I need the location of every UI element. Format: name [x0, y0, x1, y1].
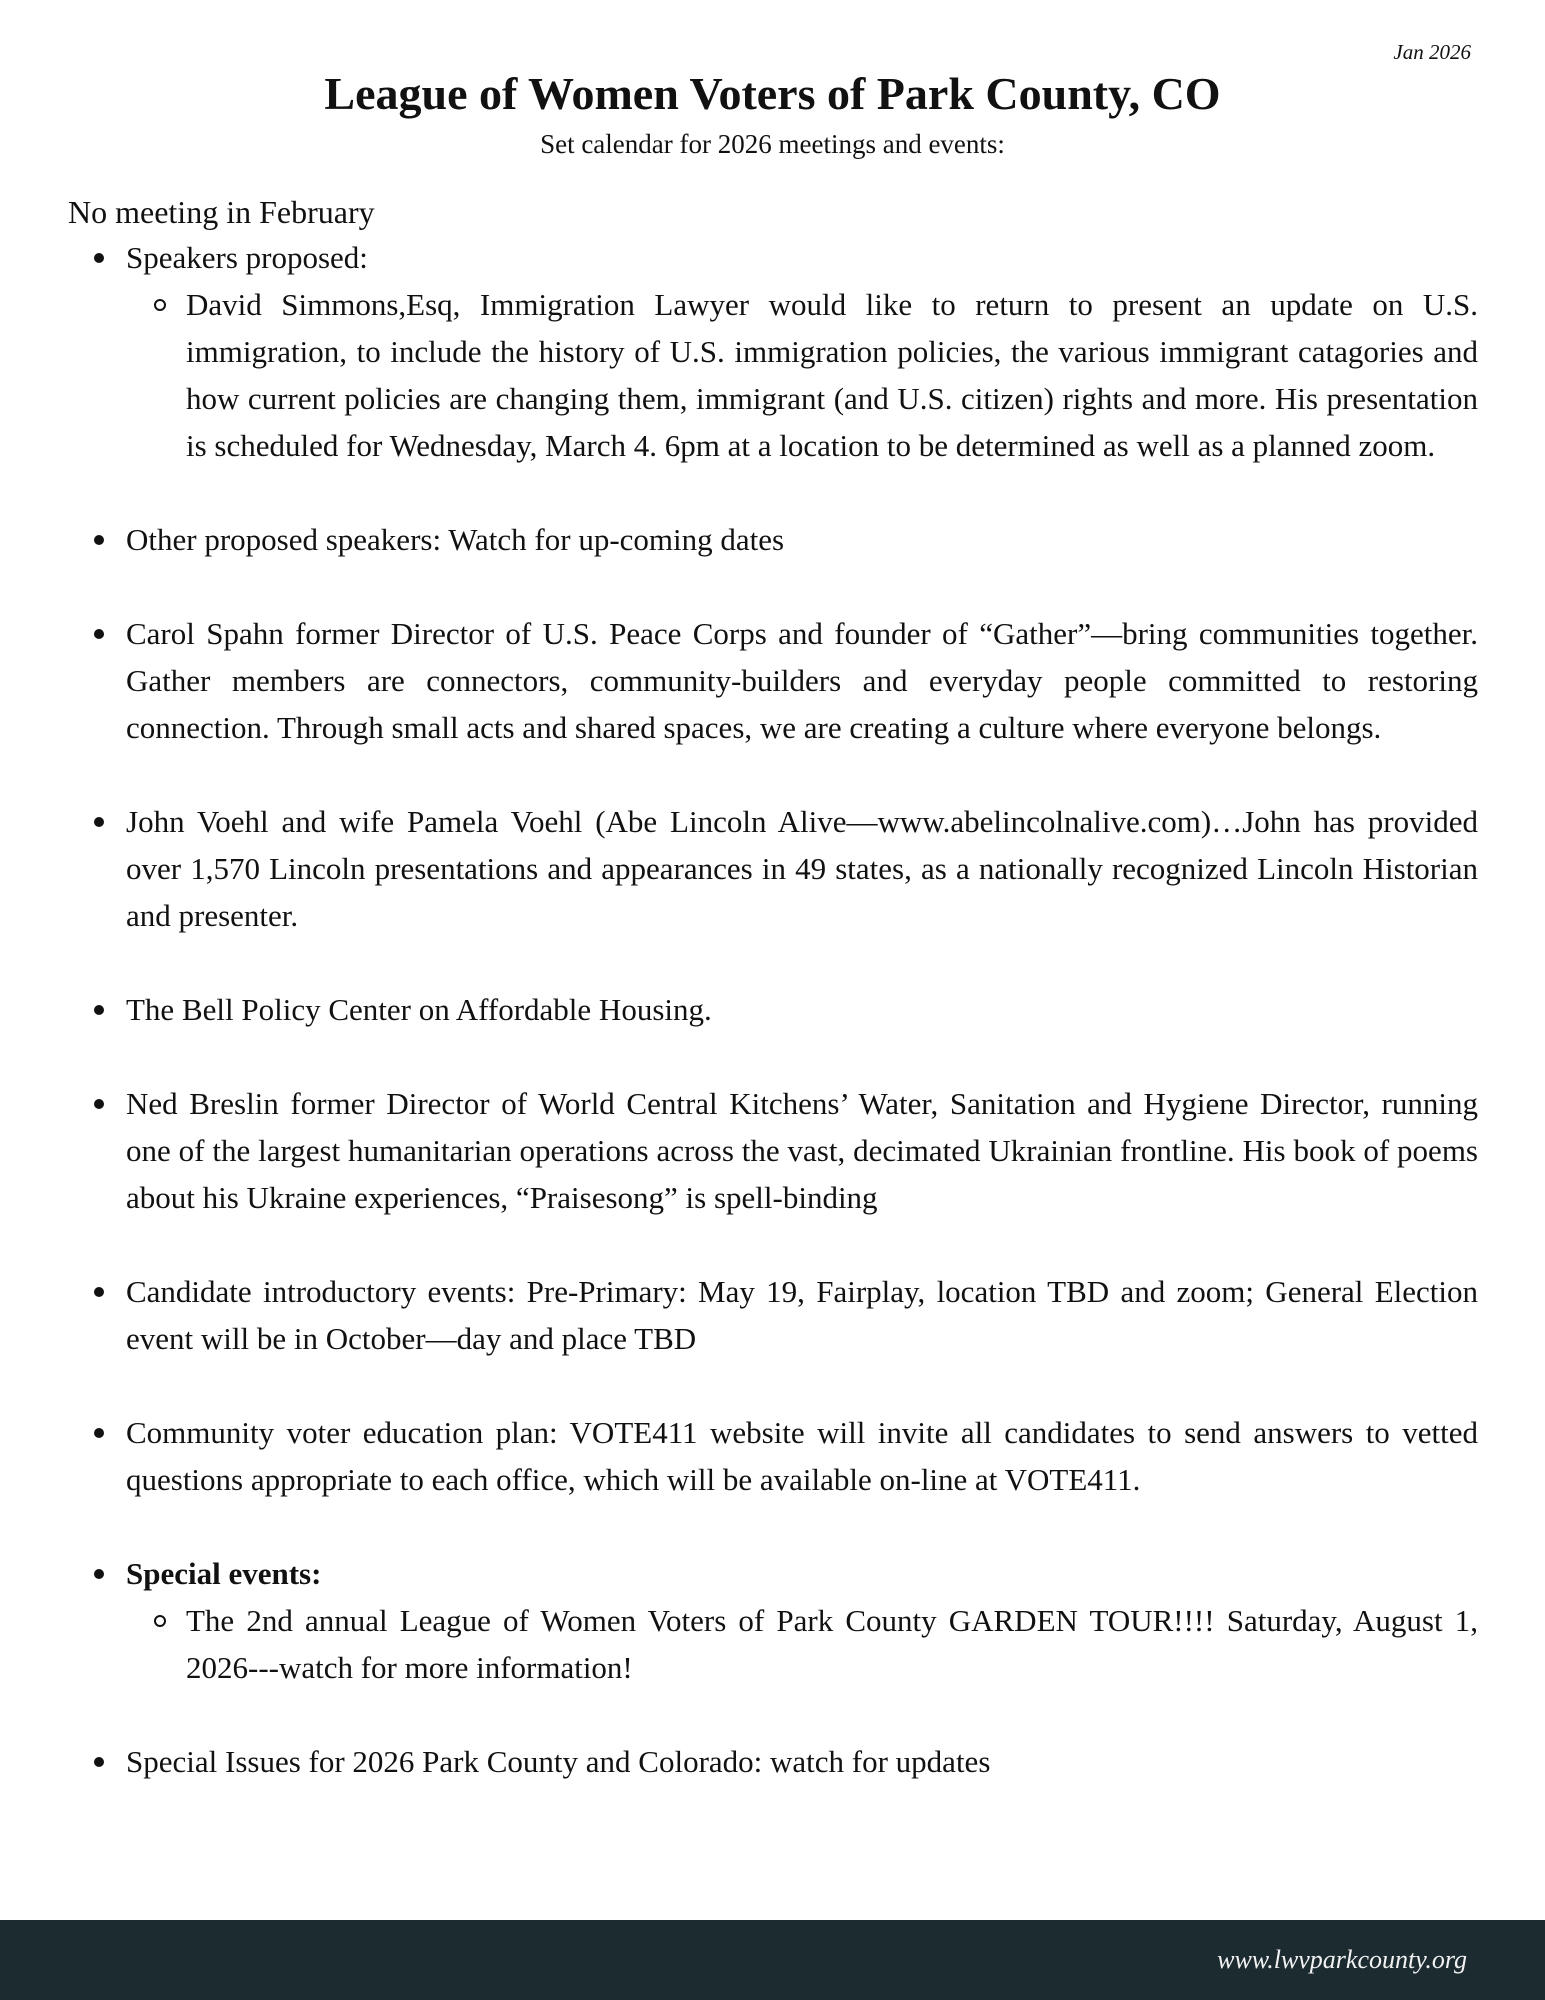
page-subtitle: Set calendar for 2026 meetings and events:	[540, 129, 1005, 159]
footer-bar	[0, 1920, 1545, 2000]
footer-website-link[interactable]: www.lwvparkcounty.org	[1217, 1945, 1467, 1974]
list-item-other-speakers: Other proposed speakers: Watch for up-coming dates	[126, 516, 1478, 563]
page-title: League of Women Voters of Park County, CO	[324, 68, 1221, 119]
list-item-special-events	[126, 1550, 1478, 1738]
list-item-john-voehl: John Voehl and wife Pamela Voehl (Abe Lincoln Alive—www.abelincolnalive.com)…John has provided over 1,570 Lincoln presentations and appearances in 49 states, as a nationally recognized Lincoln Historian and presenter.	[126, 798, 1478, 939]
sub-list	[126, 281, 1478, 469]
event-list	[0, 234, 1545, 1785]
list-item-ned-breslin: Ned Breslin former Director of World Central Kitchens’ Water, Sanitation and Hygiene Director, running one of the largest humanitarian operations across the vast, decimated Ukrainian frontline. His book of poems about his Ukraine experiences, “Praisesong” is spell-binding	[126, 1080, 1478, 1221]
sub-list-item-david-simmons: David Simmons,Esq, Immigration Lawyer would like to return to present an update on U.S. immigration, to include the history of U.S. immigration policies, the various immigrant catagories and how current policies are changing them, immigrant (and U.S. citizen) rights and more. His presentation is scheduled for Wednesday, March 4. 6pm at a location to be determined as well as a planned zoom.	[186, 281, 1478, 469]
list-item-text: Speakers proposed:	[126, 240, 368, 275]
list-item-speakers-proposed	[126, 234, 1478, 516]
list-item-candidate-events: Candidate introductory events: Pre-Primary: May 19, Fairplay, location TBD and zoom; General Election event will be in October—day and place TBD	[126, 1268, 1478, 1362]
intro-text: No meeting in February	[68, 194, 375, 230]
sub-list-item-garden-tour: The 2nd annual League of Women Voters of Park County GARDEN TOUR!!!! Saturday, August 1, 2026---watch for more information!	[186, 1597, 1478, 1691]
list-item-bell-policy-center: The Bell Policy Center on Affordable Housing.	[126, 986, 1478, 1033]
list-item-special-issues: Special Issues for 2026 Park County and Colorado: watch for updates	[126, 1738, 1478, 1785]
sub-list	[126, 1597, 1478, 1691]
list-item-text: Special events:	[126, 1556, 322, 1591]
document-date: Jan 2026	[1393, 40, 1471, 64]
event-list-container	[0, 234, 1545, 1832]
list-item-voter-education: Community voter education plan: VOTE411 website will invite all candidates to send answers to vetted questions appropriate to each office, which will be available on-line at VOTE411.	[126, 1409, 1478, 1503]
list-item-carol-spahn: Carol Spahn former Director of U.S. Peace Corps and founder of “Gather”—bring communities together. Gather members are connectors, community-builders and everyday people committed to restoring connection. Through small acts and shared spaces, we are creating a culture where everyone belongs.	[126, 610, 1478, 751]
